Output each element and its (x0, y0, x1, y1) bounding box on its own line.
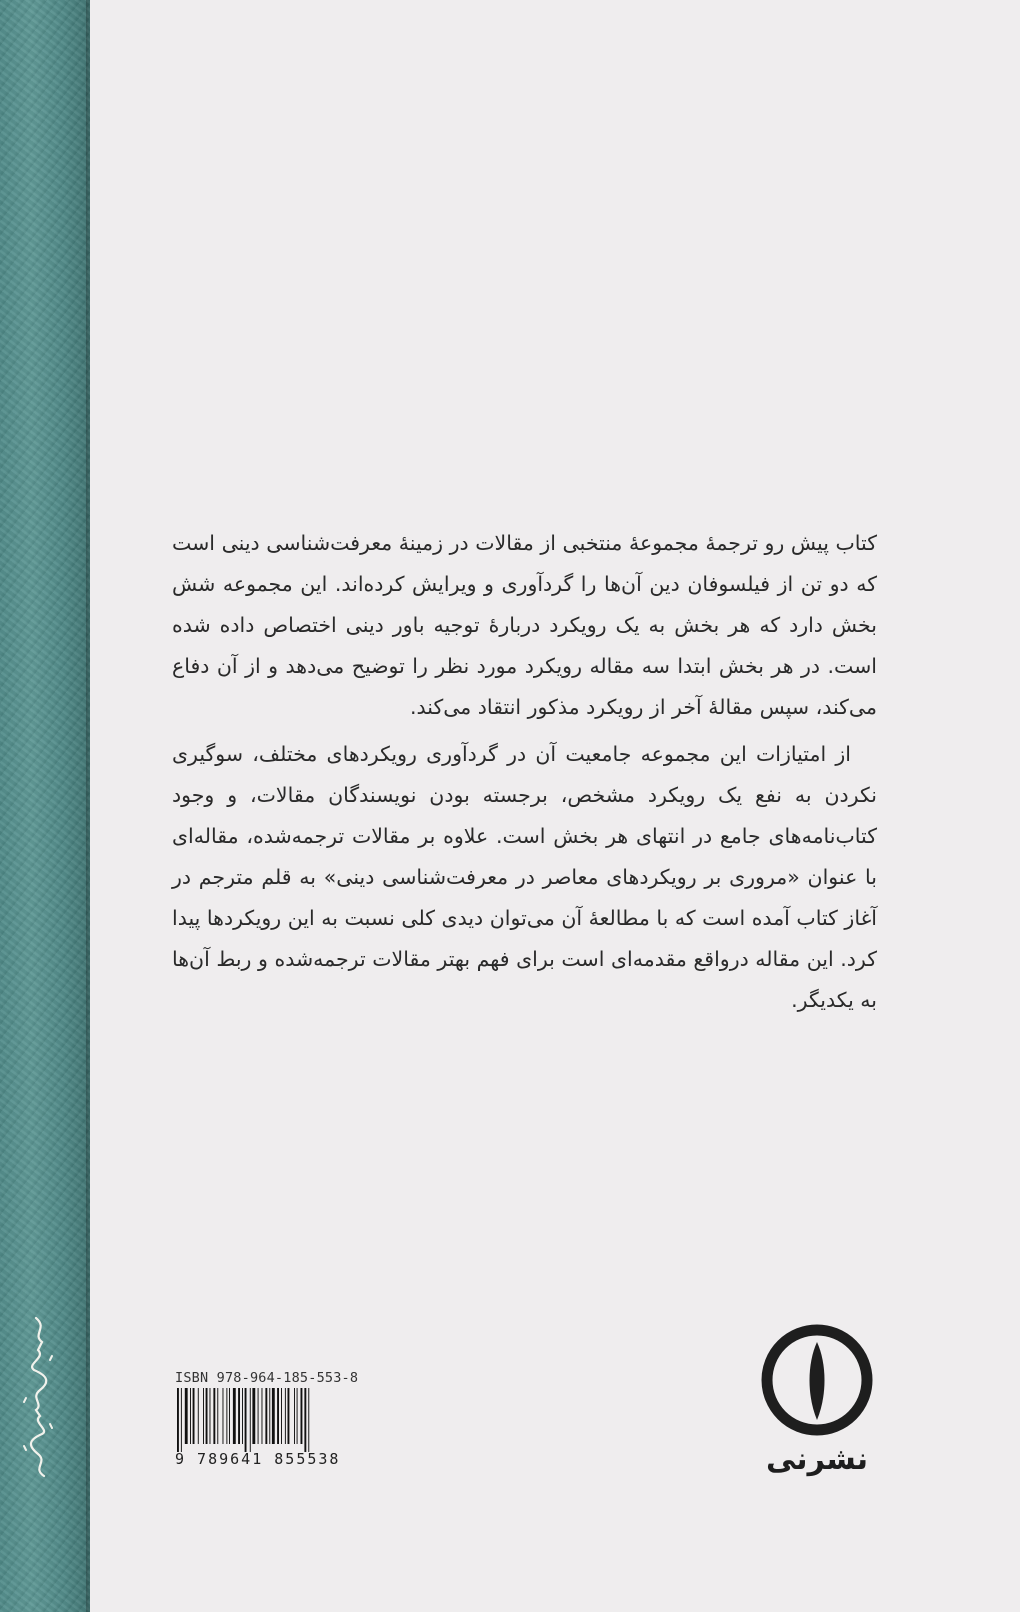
publisher-name: نشرنی (765, 1442, 869, 1477)
back-cover-blurb (172, 523, 877, 1021)
barcode-digits: 9 789641 855538 (175, 1450, 341, 1468)
isbn-barcode (175, 1370, 365, 1468)
nashr-ney-logo-icon (757, 1320, 877, 1440)
spine-shadow (86, 0, 90, 1612)
barcode-icon (175, 1388, 355, 1452)
publisher-logo (752, 1320, 882, 1490)
blurb-paragraph: کتاب پیش رو ترجمهٔ مجموعهٔ منتخبی از مقالات در زمینهٔ معرفت‌شناسی دینی است که دو تن از فیلسوفان دین آن‌ها را گردآوری و ویرایش کرده‌اند. این مجموعه شش بخش دارد که هر بخش به یک رویکرد دربارهٔ توجیه باور دینی اختصاص داده شده است. در هر بخش ابتدا سه مقاله رویکرد مورد نظر را توضیح می‌دهد و از آن دفاع می‌کند، سپس مقالهٔ آخر از رویکرد مذکور انتقاد می‌کند. (172, 531, 877, 719)
book-spine (0, 0, 90, 1612)
handwritten-signature-icon (18, 1310, 58, 1480)
blurb-paragraph: از امتیازات این مجموعه جامعیت آن در گردآوری رویکردهای مختلف، سوگیری نکردن به نفع یک رویکرد مشخص، برجسته بودن نویسندگان مقالات، و وجود کتاب‌نامه‌های جامع در انتهای هر بخش است. علاوه بر مقالات ترجمه‌شده، مقاله‌ای با عنوان «مروری بر رویکردهای معاصر در معرفت‌شناسی دینی» به قلم مترجم در آغاز کتاب آمده است که با مطالعهٔ آن می‌توان دیدی کلی نسبت به این رویکردها پیدا کرد. این مقاله درواقع مقدمه‌ای است برای فهم بهتر مقالات ترجمه‌شده و ربط آن‌ها به یکدیگر. (172, 742, 877, 1012)
isbn-label: ISBN 978-964-185-553-8 (175, 1370, 359, 1386)
